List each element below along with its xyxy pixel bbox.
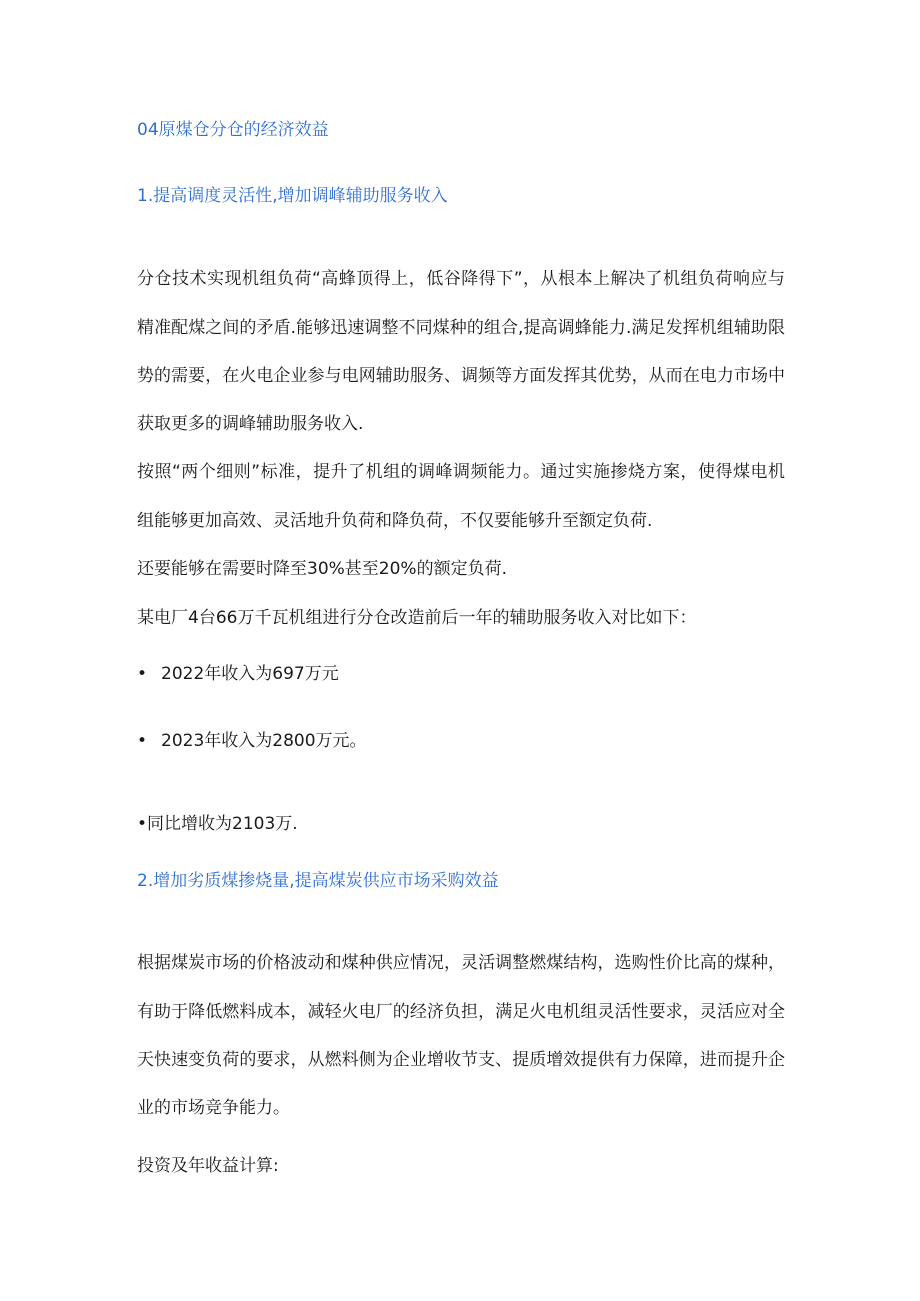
paragraph-line: 组能够更加高效、灵活地升负荷和降负荷，不仅要能够升至额定负荷.: [137, 511, 653, 531]
paragraph-line: 根据煤炭市场的价格波动和煤种供应情况，灵活调整燃煤结构，选购性价比高的煤种，: [137, 953, 785, 973]
bullet-text: 2023年收入为2800万元。: [161, 731, 367, 751]
paragraph-line: 势的需要，在火电企业参与电网辅助服务、调频等方面发挥其优势，从而在电力市场中: [137, 366, 785, 386]
paragraph-load-reduction: 还要能够在需要时降至30%甚至20%的额定负荷.: [137, 559, 507, 579]
paragraph-line: 天快速变负荷的要求，从燃料侧为企业增收节支、提质增效提供有力保障，进而提升企: [137, 1050, 785, 1070]
increase-summary: •同比增收为2103万.: [137, 814, 298, 834]
paragraph-line: 获取更多的调峰辅助服务收入.: [137, 414, 364, 434]
subheading-inferior-coal: 2.增加劣质煤掺烧量,提高煤炭供应市场采购效益: [137, 871, 499, 891]
subheading-flexibility: 1.提高调度灵活性,增加调峰辅助服务收入: [137, 186, 448, 206]
paragraph-investment: 投资及年收益计算:: [137, 1156, 279, 1176]
bullet-icon: •: [137, 731, 148, 751]
paragraph-line: 按照“两个细则”标准，提升了机组的调峰调频能力。通过实施掺烧方案，使得煤电机: [137, 462, 785, 482]
paragraph-line: 精准配煤之间的矛盾.能够迅速调整不同煤种的组合,提高调蜂能力.满足发挥机组辅助限: [137, 318, 785, 338]
section-title: 04原煤仓分仓的经济效益: [137, 120, 329, 140]
paragraph-income-comparison: 某电厂4台66万千瓦机组进行分仓改造前后一年的辅助服务收入对比如下：: [137, 608, 697, 628]
paragraph-line: 业的市场竞争能力。: [137, 1098, 290, 1118]
paragraph-line: 分仓技术实现机组负荷“高蜂顶得上，低谷降得下”，从根本上解决了机组负荷响应与: [137, 269, 785, 289]
bullet-text: 2022年收入为697万元: [161, 664, 339, 684]
bullet-icon: •: [137, 664, 148, 684]
paragraph-line: 有助于降低燃料成本，减轻火电厂的经济负担，满足火电机组灵活性要求，灵活应对全: [137, 1002, 785, 1022]
